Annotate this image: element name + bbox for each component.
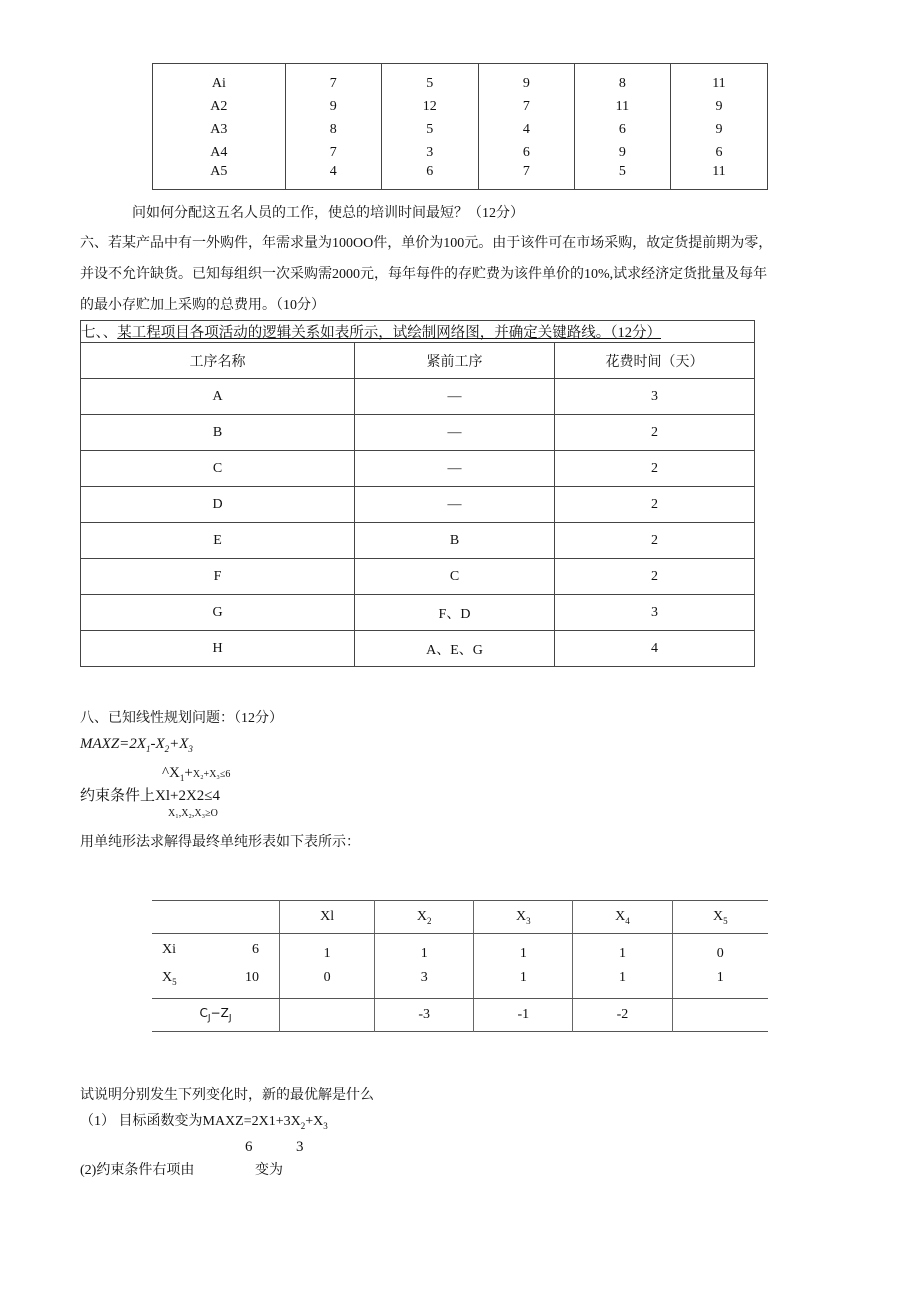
table-cell: 1 bbox=[716, 970, 724, 985]
q6-line-1: 六、若某产品中有一外购件，年需求量为100OO件，单价为100元。由于该件可在市场采购，故定货提前期为零， bbox=[80, 236, 773, 251]
change-2-label: (2)约束条件右项由 bbox=[80, 1163, 195, 1178]
variable-header: Xl bbox=[280, 901, 375, 934]
table-cell: Ai bbox=[211, 76, 226, 91]
table-cell: 2 bbox=[555, 415, 755, 451]
training-time-table bbox=[152, 63, 768, 190]
basis-column bbox=[152, 934, 280, 999]
variable-header: $X_2$ bbox=[375, 901, 474, 934]
table-cell: 2 bbox=[555, 487, 755, 523]
coefficient-column bbox=[573, 934, 672, 999]
table-cell: 3 bbox=[426, 145, 434, 160]
coefficient-column bbox=[280, 934, 375, 999]
activity-table bbox=[80, 320, 755, 667]
simplex-intro: 用单纯形法求解得最终单纯形表如下表所示： bbox=[80, 835, 360, 850]
constraint-1: $\^{}X_1+X_2+X_3\le 6$ bbox=[162, 765, 231, 783]
table-cell: 9 bbox=[618, 145, 626, 160]
table-header-row bbox=[81, 343, 755, 379]
variable-header: $X_3$ bbox=[474, 901, 573, 934]
constraint-2: 约束条件上Xl+2X2≤4 bbox=[80, 788, 221, 804]
table-row bbox=[81, 379, 755, 415]
table-row bbox=[81, 451, 755, 487]
basis-variable: Xi bbox=[162, 942, 176, 958]
q7-prefix: 七、、 bbox=[81, 325, 118, 341]
simplex-table bbox=[152, 900, 768, 1032]
table-cell: — bbox=[355, 487, 555, 523]
q5-question-text: 问如何分配这五名人员的工作，使总的培训时间最短？（12分） bbox=[132, 206, 524, 221]
change-2-verb: 变为 bbox=[255, 1163, 283, 1178]
reduced-cost-cell bbox=[672, 999, 768, 1032]
table-cell: 9 bbox=[715, 122, 723, 137]
reduced-cost-cell: -1 bbox=[474, 999, 573, 1032]
course-column bbox=[381, 64, 478, 190]
q6-line-3: 的最小存贮加上采购的总费用。（10分） bbox=[80, 298, 325, 313]
table-cell: 2 bbox=[555, 559, 755, 595]
course-column bbox=[285, 64, 381, 190]
table-cell: 1 bbox=[519, 946, 527, 961]
table-cell: 1 bbox=[618, 970, 626, 985]
table-cell: 9 bbox=[522, 76, 530, 91]
q7-title bbox=[81, 321, 755, 343]
q7-title-text: 某工程项目各项活动的逻辑关系如表所示，试绘制网络图，并确定关键路线。（12分） bbox=[117, 325, 661, 341]
constraint-nonneg: X₁,X₂,X₃≥O bbox=[168, 808, 218, 819]
table-row bbox=[81, 631, 755, 667]
header-predecessor: 紧前工序 bbox=[355, 343, 555, 379]
reduced-cost-cell: -3 bbox=[375, 999, 474, 1032]
table-cell: 9 bbox=[715, 99, 723, 114]
table-row bbox=[81, 595, 755, 631]
variable-header: $X_5$ bbox=[672, 901, 768, 934]
table-cell: 6 bbox=[618, 122, 626, 137]
objective-function: $MAXZ=2X_1-X_2+X_3$ bbox=[80, 736, 193, 754]
rhs-value: 10 bbox=[245, 970, 259, 985]
table-cell: F bbox=[81, 559, 355, 595]
table-cell: 6 bbox=[715, 145, 723, 160]
coefficient-column bbox=[375, 934, 474, 999]
table-cell: — bbox=[355, 451, 555, 487]
rhs-old-value: 6 bbox=[245, 1139, 253, 1155]
table-cell: 7 bbox=[329, 76, 337, 91]
change-1: （1） 目标函数变为$MAXZ=2X1+3X_2+X_3$ bbox=[80, 1114, 328, 1131]
table-cell: 11 bbox=[712, 164, 726, 179]
header-activity: 工序名称 bbox=[81, 343, 355, 379]
course-column bbox=[574, 64, 670, 190]
table-cell: C bbox=[81, 451, 355, 487]
table-row bbox=[81, 523, 755, 559]
q8-title: 八、已知线性规划问题：（12分） bbox=[80, 711, 283, 726]
table-cell: 7 bbox=[329, 145, 337, 160]
table-cell: 0 bbox=[716, 946, 724, 961]
q6-line-2: 并设不允许缺货。已知每组织一次采购需2000元，每年每件的存贮费为该件单价的10%,试求经济定货批量及每年 bbox=[80, 267, 768, 282]
table-cell: A2 bbox=[210, 99, 228, 114]
table-cell: 2 bbox=[555, 451, 755, 487]
table-cell: 1 bbox=[519, 970, 527, 985]
table-cell: B bbox=[81, 415, 355, 451]
table-cell: 7 bbox=[522, 99, 530, 114]
table-cell: 11 bbox=[712, 76, 726, 91]
course-column bbox=[670, 64, 767, 190]
corner-cell bbox=[152, 901, 280, 934]
table-cell: G bbox=[81, 595, 355, 631]
table-cell: D bbox=[81, 487, 355, 523]
table-cell: 1 bbox=[420, 946, 428, 961]
variable-header: $X_4$ bbox=[573, 901, 672, 934]
changes-intro: 试说明分别发生下列变化时，新的最优解是什么 bbox=[80, 1088, 374, 1103]
reduced-cost-cell: -2 bbox=[573, 999, 672, 1032]
header-duration: 花费时间（天） bbox=[555, 343, 755, 379]
table-cell: 8 bbox=[618, 76, 626, 91]
table-cell: 3 bbox=[555, 595, 755, 631]
reduced-cost-label: $C_J-Z_J$ bbox=[199, 1006, 232, 1024]
table-cell: 12 bbox=[422, 99, 437, 114]
table-cell: E bbox=[81, 523, 355, 559]
coefficient-column bbox=[672, 934, 768, 999]
person-column bbox=[153, 64, 286, 190]
table-cell: 5 bbox=[426, 122, 434, 137]
table-cell: 11 bbox=[615, 99, 630, 114]
table-cell: A4 bbox=[210, 145, 228, 160]
table-cell: 3 bbox=[555, 379, 755, 415]
table-cell: H bbox=[81, 631, 355, 667]
table-cell: B bbox=[355, 523, 555, 559]
table-cell: A bbox=[81, 379, 355, 415]
rhs-new-value: 3 bbox=[296, 1139, 304, 1155]
table-cell: 5 bbox=[426, 76, 434, 91]
table-cell: 8 bbox=[329, 122, 337, 137]
table-cell: 4 bbox=[329, 164, 337, 179]
table-cell: 3 bbox=[420, 970, 428, 985]
table-cell: 7 bbox=[522, 164, 530, 179]
basis-row bbox=[152, 966, 279, 994]
table-cell: 5 bbox=[618, 164, 626, 179]
table-row bbox=[81, 559, 755, 595]
table-cell: — bbox=[355, 379, 555, 415]
table-cell: 4 bbox=[555, 631, 755, 667]
table-cell: 2 bbox=[555, 523, 755, 559]
table-cell: 4 bbox=[522, 122, 530, 137]
basis-variable: $X_5$ bbox=[162, 970, 177, 987]
table-cell: 9 bbox=[329, 99, 337, 114]
table-cell: A5 bbox=[210, 164, 228, 179]
table-cell: 6 bbox=[522, 145, 530, 160]
table-cell: 6 bbox=[426, 164, 434, 179]
course-column bbox=[478, 64, 574, 190]
table-cell: 0 bbox=[323, 970, 331, 985]
table-cell: C bbox=[355, 559, 555, 595]
table-cell: 1 bbox=[323, 946, 331, 961]
table-row bbox=[81, 487, 755, 523]
table-cell: 1 bbox=[618, 946, 626, 961]
coefficient-column bbox=[474, 934, 573, 999]
table-cell: — bbox=[355, 415, 555, 451]
table-cell: A、E、G bbox=[355, 631, 555, 667]
rhs-value: 6 bbox=[252, 942, 259, 958]
basis-row bbox=[152, 938, 279, 966]
table-cell: F、D bbox=[355, 595, 555, 631]
table-cell: A3 bbox=[210, 122, 228, 137]
table-row bbox=[81, 415, 755, 451]
reduced-cost-cell bbox=[280, 999, 375, 1032]
